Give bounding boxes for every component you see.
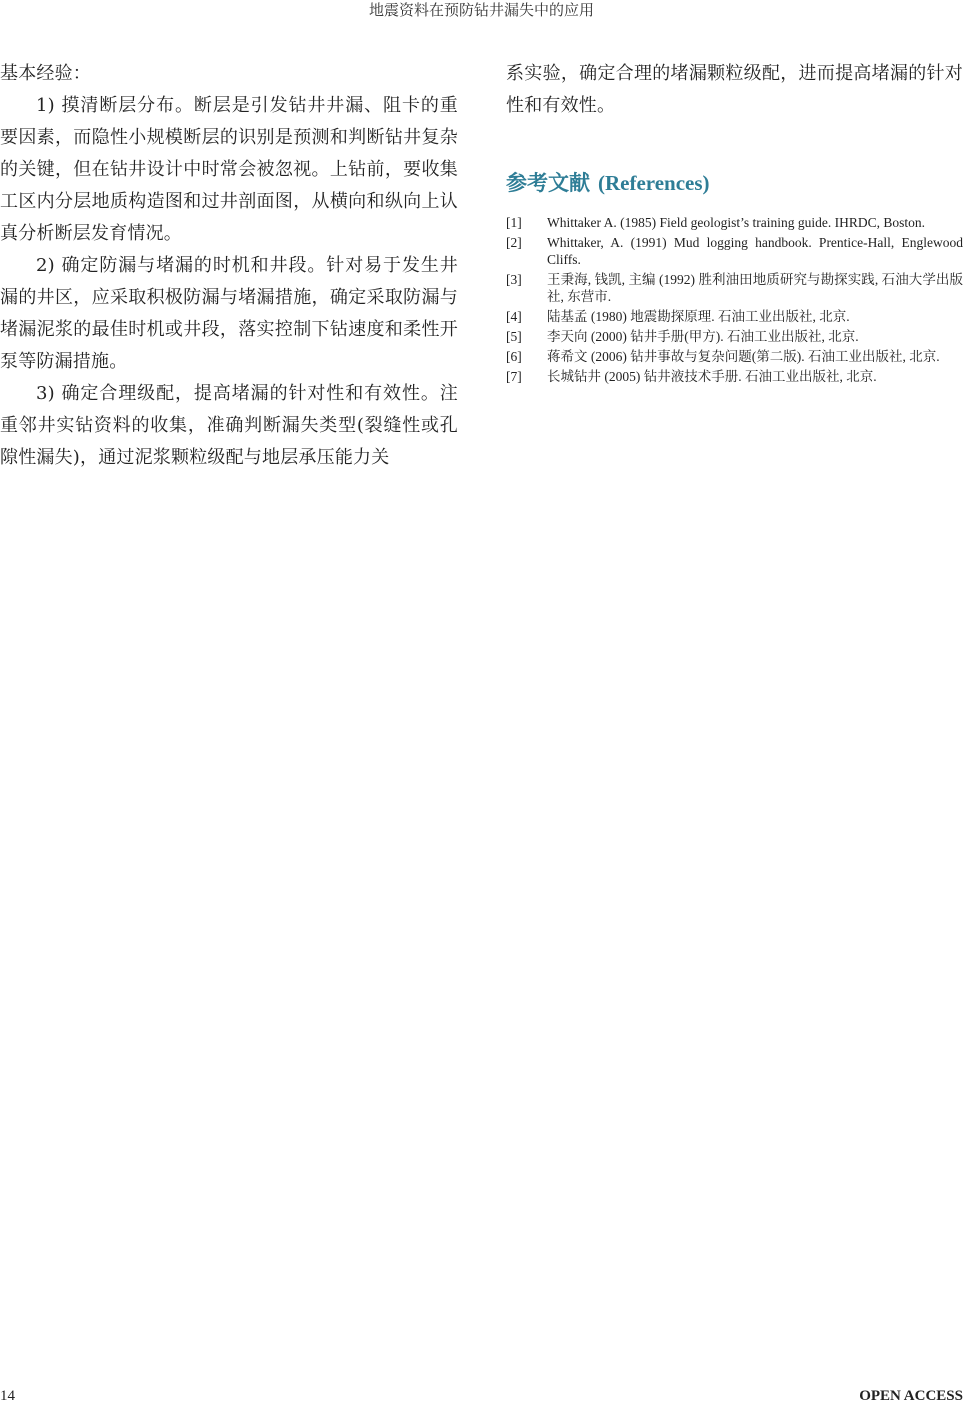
left-column [0,58,458,474]
reference-item [506,328,963,345]
reference-text: Whittaker A. (1985) Field geologist’s training guide. IHRDC, Boston. [547,215,925,230]
references-heading [506,168,963,198]
right-column [506,58,963,388]
references-heading-en: (References) [598,171,710,195]
reference-item [506,271,963,305]
reference-item [506,234,963,268]
continuation-text: 系实验，确定合理的堵漏颗粒级配，进而提高堵漏的针对性和有效性。 [506,63,963,116]
reference-number: [1] [506,215,522,230]
reference-number: [6] [506,349,522,364]
page-number: 14 [0,1388,15,1404]
reference-number: [2] [506,235,522,250]
reference-number: [5] [506,329,522,344]
reference-number: [3] [506,272,522,287]
references-heading-cn: 参考文献 [506,171,590,195]
lead-text: 基本经验： [0,63,91,84]
reference-item [506,368,963,385]
reference-item [506,348,963,365]
reference-text: 长城钻井 (2005) 钻井液技术手册. 石油工业出版社, 北京. [547,369,877,384]
reference-text: 王秉海, 钱凯, 主编 (1992) 胜利油田地质研究与勘探实践, 石油大学出版社, 东营市. [547,272,963,304]
reference-text: 李天向 (2000) 钻井手册(甲方). 石油工业出版社, 北京. [547,329,859,344]
reference-text: 蒋希文 (2006) 钻井事故与复杂问题(第二版). 石油工业出版社, 北京. [547,349,940,364]
reference-list [506,214,963,385]
reference-text: Whittaker, A. (1991) Mud logging handbook. Prentice-Hall, Englewood Cliffs. [547,235,963,267]
reference-item [506,308,963,325]
running-header: 地震资料在预防钻井漏失中的应用 [368,1,594,19]
reference-item [506,214,963,231]
paragraph-grading: 3) 确定合理级配，提高堵漏的针对性和有效性。注重邻井实钻资料的收集，准确判断漏失类型(裂缝性或孔隙性漏失)，通过泥浆颗粒级配与地层承压能力关 [0,383,458,468]
reference-number: [7] [506,369,522,384]
open-access-label: OPEN ACCESS [859,1388,963,1404]
paragraph-timing-and-interval: 2) 确定防漏与堵漏的时机和井段。针对易于发生井漏的井区，应采取积极防漏与堵漏措施，确定采取防漏与堵漏泥浆的最佳时机或井段，落实控制下钻速度和柔性开泵等防漏措施。 [0,255,458,372]
paragraph-fault-distribution: 1) 摸清断层分布。断层是引发钻井井漏、阻卡的重要因素，而隐性小规模断层的识别是预测和判断钻井复杂的关键，但在钻井设计中时常会被忽视。上钻前，要收集工区内分层地质构造图和过井剖面图，从横向和纵向上认真分析断层发育情况。 [0,95,458,244]
reference-number: [4] [506,309,522,324]
reference-text: 陆基孟 (1980) 地震勘探原理. 石油工业出版社, 北京. [547,309,850,324]
